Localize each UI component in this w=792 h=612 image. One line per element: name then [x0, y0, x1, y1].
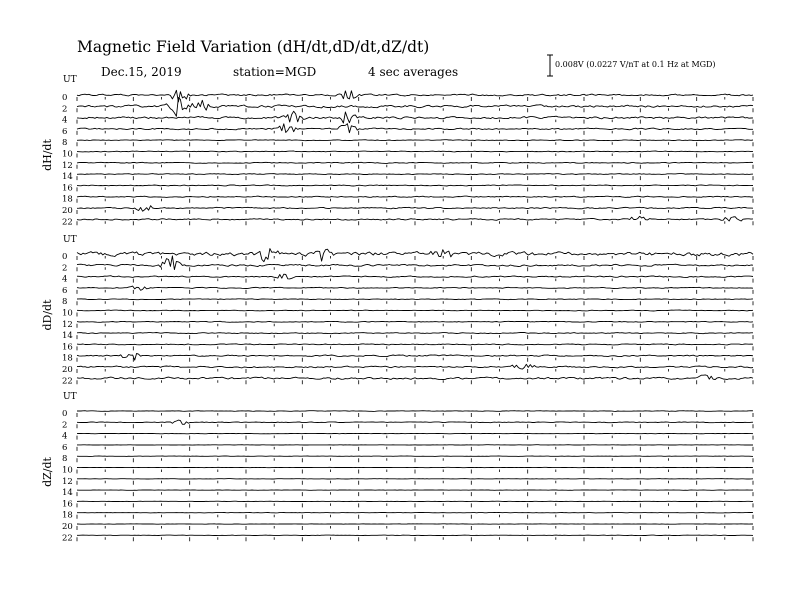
row-label: 16: [62, 183, 73, 194]
row-ticks: [77, 142, 753, 146]
averaging-label: 4 sec averages: [368, 65, 459, 79]
row-ticks: [77, 165, 753, 169]
row-ticks: [77, 481, 753, 485]
row-ticks: [77, 120, 753, 124]
row-ticks: [77, 290, 753, 294]
row-label: 14: [62, 488, 73, 499]
trace-line: [77, 411, 753, 412]
row-ticks: [77, 154, 753, 158]
row-ticks: [77, 458, 753, 462]
date-label: Dec.15, 2019: [101, 65, 182, 79]
row-ticks: [77, 131, 753, 135]
trace-line: [77, 321, 753, 322]
panel-ylabel: dZ/dt: [41, 457, 54, 487]
row-label: 10: [62, 465, 73, 476]
row-label: 4: [62, 274, 68, 285]
row-label: 14: [62, 331, 73, 342]
trace-line: [77, 299, 753, 300]
row-label: 6: [62, 442, 68, 453]
panel-ylabel: dD/dt: [41, 299, 54, 331]
row-label: 6: [62, 285, 68, 296]
row-ticks: [77, 413, 753, 417]
panel-dzdt: [41, 392, 753, 543]
scale-label: 0.008V (0.0227 V/nT at 0.1 Hz at MGD): [555, 60, 716, 69]
row-label: 8: [62, 138, 68, 149]
trace-line: [77, 310, 753, 311]
trace-line: [77, 375, 753, 380]
row-ticks: [77, 503, 753, 507]
row-label: 22: [62, 533, 73, 544]
trace-line: [77, 535, 753, 536]
row-ticks: [77, 324, 753, 328]
row-ticks: [77, 199, 753, 203]
row-ticks: [77, 108, 753, 112]
row-label: 12: [62, 476, 73, 487]
row-label: 2: [62, 420, 68, 431]
row-ticks: [77, 515, 753, 519]
row-label: 6: [62, 126, 68, 137]
trace-line: [77, 332, 753, 333]
row-label: 0: [62, 93, 68, 103]
row-ticks: [77, 447, 753, 451]
row-label: 18: [62, 353, 73, 364]
panel-ylabel: dH/dt: [41, 139, 54, 171]
row-ticks: [77, 492, 753, 496]
row-label: 20: [62, 365, 73, 375]
row-ticks: [77, 210, 753, 214]
row-ticks: [77, 358, 753, 362]
panel-dddt: [41, 235, 753, 386]
row-ticks: [77, 470, 753, 474]
ut-label: UT: [63, 75, 77, 85]
trace-line: [77, 274, 753, 279]
trace-line: [77, 286, 753, 290]
row-ticks: [77, 537, 753, 541]
row-ticks: [77, 279, 753, 283]
row-label: 18: [62, 194, 73, 205]
row-ticks: [77, 369, 753, 373]
row-label: 10: [62, 308, 73, 319]
row-ticks: [77, 380, 753, 384]
trace-line: [77, 364, 753, 369]
row-label: 12: [62, 160, 73, 171]
row-ticks: [77, 267, 753, 271]
row-ticks: [77, 187, 753, 191]
row-label: 0: [62, 409, 68, 419]
row-label: 22: [62, 376, 73, 387]
row-label: 12: [62, 319, 73, 330]
row-label: 18: [62, 510, 73, 521]
row-label: 20: [62, 522, 73, 532]
chart-title: Magnetic Field Variation (dH/dt,dD/dt,dZ/dt): [77, 38, 430, 56]
row-label: 10: [62, 149, 73, 160]
row-ticks: [77, 301, 753, 305]
trace-line: [77, 151, 753, 152]
row-label: 0: [62, 252, 68, 262]
row-ticks: [77, 313, 753, 317]
trace-line: [77, 185, 753, 186]
trace-line: [77, 196, 753, 197]
row-label: 8: [62, 297, 68, 308]
trace-line: [77, 216, 753, 221]
row-label: 2: [62, 104, 68, 115]
row-ticks: [77, 256, 753, 260]
row-label: 14: [62, 172, 73, 183]
trace-line: [77, 420, 753, 424]
row-ticks: [77, 335, 753, 339]
row-ticks: [77, 526, 753, 530]
row-label: 16: [62, 342, 73, 353]
ut-label: UT: [63, 235, 77, 245]
trace-line: [77, 162, 753, 163]
trace-line: [77, 174, 753, 175]
row-label: 2: [62, 263, 68, 274]
row-ticks: [77, 221, 753, 225]
trace-line: [77, 344, 753, 345]
trace-line: [77, 140, 753, 141]
row-label: 22: [62, 217, 73, 228]
row-label: 8: [62, 454, 68, 465]
row-ticks: [77, 436, 753, 440]
ut-label: UT: [63, 392, 77, 402]
row-ticks: [77, 346, 753, 350]
panel-dhdt: [41, 75, 753, 227]
station-label: station=MGD: [233, 65, 317, 79]
row-ticks: [77, 176, 753, 180]
row-label: 4: [62, 115, 68, 126]
row-label: 16: [62, 499, 73, 510]
row-label: 20: [62, 206, 73, 216]
row-label: 4: [62, 431, 68, 442]
row-ticks: [77, 424, 753, 428]
